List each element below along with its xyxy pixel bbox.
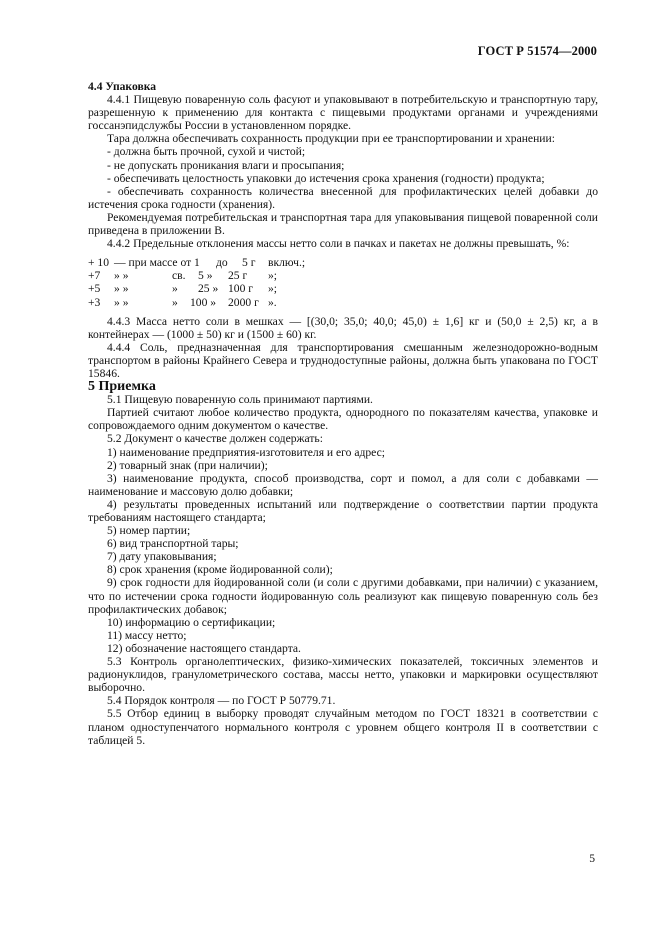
tolerance-text: — при массе от xyxy=(114,256,192,270)
paragraph: 4.4.1 Пищевую поваренную соль фасуют и упаковывают в потребительскую и транспортную тару, разрешенную к применению для контакта с пищевыми продуктами органами и учреждениями госсанэпидслужбы России в установленном порядке. xyxy=(88,93,598,133)
list-item: - обеспечивать целостность упаковки до истечения срока хранения (годности) продукта; xyxy=(107,171,545,185)
standard-header: ГОСТ Р 51574—2000 xyxy=(477,44,597,58)
tolerance-cell: 100 г xyxy=(228,282,254,296)
paragraph: 5.2 Документ о качестве должен содержать: xyxy=(107,432,323,446)
tolerance-cell: » xyxy=(172,282,178,296)
table-row xyxy=(88,296,598,309)
list-item: 2) товарный знак (при наличии); xyxy=(107,458,268,472)
paragraph: 5.3 Контроль органолептических, физико-химических показателей, токсичных элементов и радионуклидов, гранулометрического состава, массы нетто, упаковки и маркировки осуществляют выборочно. xyxy=(88,655,598,695)
list-item: - должна быть прочной, сухой и чистой; xyxy=(107,145,306,159)
table-row xyxy=(88,256,598,269)
tolerance-value: +7 xyxy=(88,269,101,283)
page-number: 5 xyxy=(589,852,595,865)
list-item: 6) вид транспортной тары; xyxy=(107,537,239,551)
tolerance-cell: св. xyxy=(172,269,186,283)
tolerance-cell: 2000 г xyxy=(228,295,259,309)
list-item: - обеспечивать сохранность количества внесенной для профилактических целей добавки до истечения срока годности (хранения). xyxy=(88,184,598,211)
list-item: 7) дату упаковывания; xyxy=(107,550,217,564)
list-item: 4) результаты проведенных испытаний или подтверждение о соответствии партии продукта требованиям настоящего стандарта; xyxy=(88,497,598,524)
list-item: 10) информацию о сертификации; xyxy=(107,615,276,629)
tolerance-cell: »; xyxy=(268,282,278,296)
list-item: 9) срок годности для йодированной соли (и соли с другими добавками, при наличии) с указанием, что по истечении срока годности йодированную соль реализуют как пищевую поваренную соль без профилактических добавок; xyxy=(88,576,598,616)
list-item: 1) наименование предприятия-изготовителя и его адрес; xyxy=(107,445,385,459)
table-row xyxy=(88,269,598,282)
paragraph: 5.1 Пищевую поваренную соль принимают партиями. xyxy=(107,393,373,407)
tolerance-value: +5 xyxy=(88,282,101,296)
list-item: 12) обозначение настоящего стандарта. xyxy=(107,641,301,655)
tolerance-cell: ». xyxy=(268,295,277,309)
tolerance-cell: 1 xyxy=(194,256,200,270)
paragraph: Рекомендуемая потребительская и транспортная тара для упаковывания пищевой поваренной соли приведена в приложении В. xyxy=(88,210,598,238)
tolerance-cell: включ.; xyxy=(268,256,306,270)
section-5-title: 5 Приемка xyxy=(88,379,156,395)
paragraph: 4.4.2 Предельные отклонения массы нетто соли в пачках и пакетах не должны превышать, %: xyxy=(107,237,570,251)
tolerance-cell: 5 » xyxy=(198,269,213,283)
tolerance-text: » » xyxy=(114,295,129,309)
list-item: 5) номер партии; xyxy=(107,524,191,538)
paragraph: Тара должна обеспечивать сохранность продукции при ее транспортировании и хранении: xyxy=(107,132,555,146)
tolerance-table xyxy=(88,256,598,308)
tolerance-value: + 10 xyxy=(88,256,110,270)
tolerance-cell: »; xyxy=(268,269,278,283)
paragraph: 4.4.4 Соль, предназначенная для транспортирования смешанным железнодорожно-водным транспортом в районы Крайнего Севера и труднодоступные районы, должна быть упакована по ГОСТ 15846. xyxy=(88,340,598,380)
list-item: 8) срок хранения (кроме йодированной соли); xyxy=(107,563,333,577)
tolerance-cell: 100 » xyxy=(190,295,217,309)
paragraph: Партией считают любое количество продукта, однородного по показателям качества, упаковке и сопровождаемого одним документом о качестве. xyxy=(88,406,598,433)
paragraph: 5.5 Отбор единиц в выборку проводят случайным методом по ГОСТ 18321 в соответствии с планом одноступенчатого нормального контроля с уровнем общего контроля II в соответствии с таблицей 5. xyxy=(88,707,598,747)
list-item: - не допускать проникания влаги и просыпания; xyxy=(107,158,345,172)
tolerance-cell: 25 » xyxy=(198,282,219,296)
page-content xyxy=(88,80,598,747)
paragraph: 5.4 Порядок контроля — по ГОСТ Р 50779.71. xyxy=(107,694,336,708)
table-row xyxy=(88,282,598,295)
tolerance-cell: » xyxy=(172,295,178,309)
tolerance-text: » » xyxy=(114,269,129,283)
tolerance-value: +3 xyxy=(88,295,101,309)
paragraph: 4.4.3 Масса нетто соли в мешках — [(30,0; 35,0; 40,0; 45,0) ± 1,6] кг и (50,0 ± 2,5) кг, а в контейнерах — (1000 ± 50) кг и (1500 ± 60) кг. xyxy=(88,314,598,341)
list-item: 3) наименование продукта, способ производства, сорт и помол, а для соли с добавками — наименование и массовую долю добавки; xyxy=(88,471,598,498)
list-item: 11) массу нетто; xyxy=(107,628,187,642)
tolerance-cell: 25 г xyxy=(228,269,248,283)
section-4-4-title: 4.4 Упаковка xyxy=(88,80,157,93)
tolerance-cell: до xyxy=(216,256,228,270)
tolerance-text: » » xyxy=(114,282,129,296)
tolerance-cell: 5 г xyxy=(242,256,256,270)
